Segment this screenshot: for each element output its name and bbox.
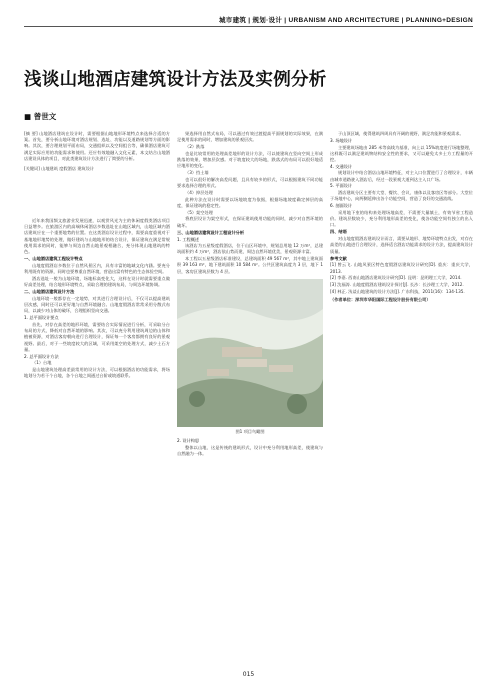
abstract	[24, 131, 170, 172]
paragraph: 将底层设计为架空形式，在保证建筑使用功能的同时，减少对自然环境的破坏。	[177, 216, 323, 228]
author-line: ■ 曾世文	[24, 112, 57, 121]
section-heading: 一、山地酒店建筑工程设计特点	[24, 256, 83, 262]
keywords: [关键词] 山地建筑 度假酒店 建筑设计	[24, 166, 95, 172]
paragraph: （5）架空处理	[185, 209, 213, 215]
section-heading: 三、山地酒店建筑设计工程设计分析	[177, 229, 245, 235]
paragraph: 也是比较常用的处理高差地形的设计方法，可以使建筑在竖向空间上形成跌落的效果，增加层次感。对于坡度较大的场地，跌落式的布局可以很好地适应地形的变化。	[177, 150, 323, 169]
section-heading: 二、山地酒店建筑设计方法	[24, 289, 75, 295]
subsection-heading: 4. 交通设计	[330, 163, 353, 169]
reference-item: [2] 李嘉. 西南山地酒店建筑设计研究[D]. 昆明：昆明理工大学，2014.	[330, 275, 462, 281]
paragraph: 近年来我国频文旅游业发展迅速，以观赏风光为主的休闲度假类酒店项目日益增多。在旅游区内的高端休闲酒店多数选址在山地区域内，山地区域内酒店建筑应在一个重要地势的位置。在这类酒店设计过程中，需要高度重视对于基地地形地势的处理，做好建筑与山地地形的结合设计，保证建筑在满足常规使用需求的同时，能够与周边自然山地景观相融合，充分体现山地建筑的特色。	[24, 218, 170, 255]
paragraph: （1）台地	[32, 360, 52, 366]
section-heading: 四、结语	[330, 229, 347, 235]
paragraph: 酒店选址一般为山地环境，场地标高变化大，这样在设计时就需要重点做好高差处理，结合地形环境特点，采取合理的建筑布局，与周边环境协调。	[24, 275, 170, 288]
subsection-heading: 3. 场地设计	[330, 137, 353, 143]
running-header: 城市建筑 | 规划·设计 | URBANISM AND ARCHITECTURE | PLANNING+DESIGN	[218, 17, 473, 24]
paragraph: （2）跌落	[185, 144, 205, 149]
paragraph: 主要建筑场地由 285 米等高线为基准，向上以 15%坡度进行场地整理，这样既可以满足建筑物结构安全性的要求，又可以避免太多土方工程量的开挖。	[330, 144, 473, 162]
header-divider	[24, 26, 473, 27]
paragraph: 也可以很好的解决高差问题，且具有较多的形式，可以根据建筑不同功能要求选择合理的形式。	[177, 176, 323, 188]
paragraph: （4）掉层处理	[185, 189, 213, 195]
article-title: 浅谈山地酒店建筑设计方法及实例分析	[24, 70, 327, 90]
paragraph: 本工程以五星级酒店标准建设，总建筑面积 49 567 m²，其中地上建筑面积 39 163 m²，地下建筑面积 10 584 m²。公共区建筑高度为 3 层，地下 1 层，客房区建筑层数为 4 层。	[177, 256, 323, 274]
paragraph: 此种方法在设计时需要以场地坡度为依据，根据场地坡度确定掉层的高度，保证建筑的稳定性。	[177, 196, 323, 208]
paragraph: 规划设计中结合酒店山地环境特征，对主入口位置进行了合理设计，车辆由城市道路驶入酒店后，经过一段景观大道到达主入口广场。	[330, 170, 473, 182]
paragraph: 该酒店为五星级度假酒店，位于山区环境中，规划总用地 12 万m²，总建筑面积约 4 万m²，酒店依山势而建，周边自然环境优美，景观资源丰富。	[177, 243, 323, 255]
section-heading: 参考文献	[330, 255, 347, 261]
column-3	[330, 131, 473, 651]
paragraph: 酒店建筑分区主要有大堂、餐饮、会议、康体以及客房区等部分。大堂位于场地中心，向两侧延伸出各个功能空间，营造了良好的交通流线。	[330, 190, 473, 202]
figure	[177, 279, 323, 435]
paragraph: 采用地下室的结构来处理场地高差，不需要大量填土，有效节省工程造价。建筑层数较少，充分利用地形高差的变化，使各功能空间有独立的出入口。	[330, 209, 473, 228]
reference-item: [1] 曾云飞. 山地风景区特色度假酒店建筑设计研究[D]. 重庆：重庆大学，2013.	[330, 262, 473, 274]
column-1	[24, 218, 170, 658]
reference-item: [3] 沈福涛. 山地度假酒店建筑设计探讨[J]. 长沙：长沙理工大学，2012.	[330, 282, 464, 288]
subsection-heading: 1. 工程概述	[177, 236, 200, 242]
subsection-heading: 5. 平面设计	[330, 183, 353, 189]
figure-caption: 图1 项目鸟瞰图	[235, 428, 265, 434]
author-affiliation: （作者单位：深圳市华阳国际工程设计股份有限公司）	[330, 296, 431, 302]
aerial-photo	[177, 279, 323, 427]
paragraph: （3）挡土墙	[185, 170, 209, 175]
paragraph: 对山地度假酒店建筑设计而言，需要从地形、地势环境特点出发，对存在高差的山地进行合理设计，选择适合酒店功能需求的设计方法，提高建筑设计质量。	[330, 236, 473, 254]
subsection-heading: 6. 剖面设计	[330, 203, 353, 209]
paragraph: 首先，对存在高差的地形环境，需要结合实际情况进行分析，可采取分台布局的方式，降低对自然环境的影响。其次，可以充分利用建筑周边的山体和植被资源，对酒店客房朝向进行合理设计，保证每一个客房都拥有良好的景观视野。最后，对于一些坡度较大的区域，可采用架空的处理方式，减少土石方量。	[24, 321, 170, 352]
paragraph: 于山顶区域，使得建筑四周具有开阔的视野，满足功能和景观需求。	[338, 131, 464, 136]
paragraph: 果选择用自然式布局，可以通过有效过渡提高平面规划的实际效果，在满足使用需求的同时，增加建筑的景观层次。	[177, 131, 323, 143]
paragraph: 整体以山地、这是传统的建筑形式，设计中充分利用地形高差，使建筑与自然融为一体。	[177, 444, 323, 456]
column-2	[177, 131, 323, 671]
page-number: 015	[242, 671, 255, 678]
abstract-text: [摘 要] 山地酒店建筑在设计时，需要根据山地地形环境特点来选择合适的方案。首先，要分析山地环境对酒店规划、选址、功能以及道路规划等方面的影响。其次，要合理规划平面布局，交通组织以及空间组合等，确保酒店建筑可满足实际应用的功能需求和使用。还应有效地融入文化元素，本文结合山地酒店建设具体的项目，对此类建筑设计方法进行了简要的分析。	[24, 131, 170, 161]
paragraph: 山地度假酒店多数位于自然风景区内，具有丰富的地域文化内涵。要充分利用既有的资源，同时也要尊重自然环境，营造出富有特色的生态体验空间。	[24, 262, 170, 275]
subsection-heading: 1. 总平面设计要点	[24, 315, 59, 321]
paragraph: 是山地建筑处理高差最常用的设计方法，可以根据酒店的功能需求，将场地划分为若干个台地，各个台地之间通过台阶或坡道联系。	[24, 367, 170, 379]
subsection-heading: 2. 设计构思	[177, 438, 200, 444]
subsection-heading: 2. 总平面设计方法	[24, 353, 59, 359]
header-bar	[24, 13, 473, 27]
paragraph: 山地环境一般都存在一定地势，对其进行合理设计后，不仅可以提高建筑层次感，同时还可以更好地与自然环境融合。山地度假酒店常常采用分散式布局，以减少对山体的破坏，合理组织竖向交通。	[24, 296, 170, 314]
reference-item: [4] 林正. 浅谈山地建筑的设计方法[J]. 广东科技，2011(16)：134-135.	[330, 288, 465, 294]
